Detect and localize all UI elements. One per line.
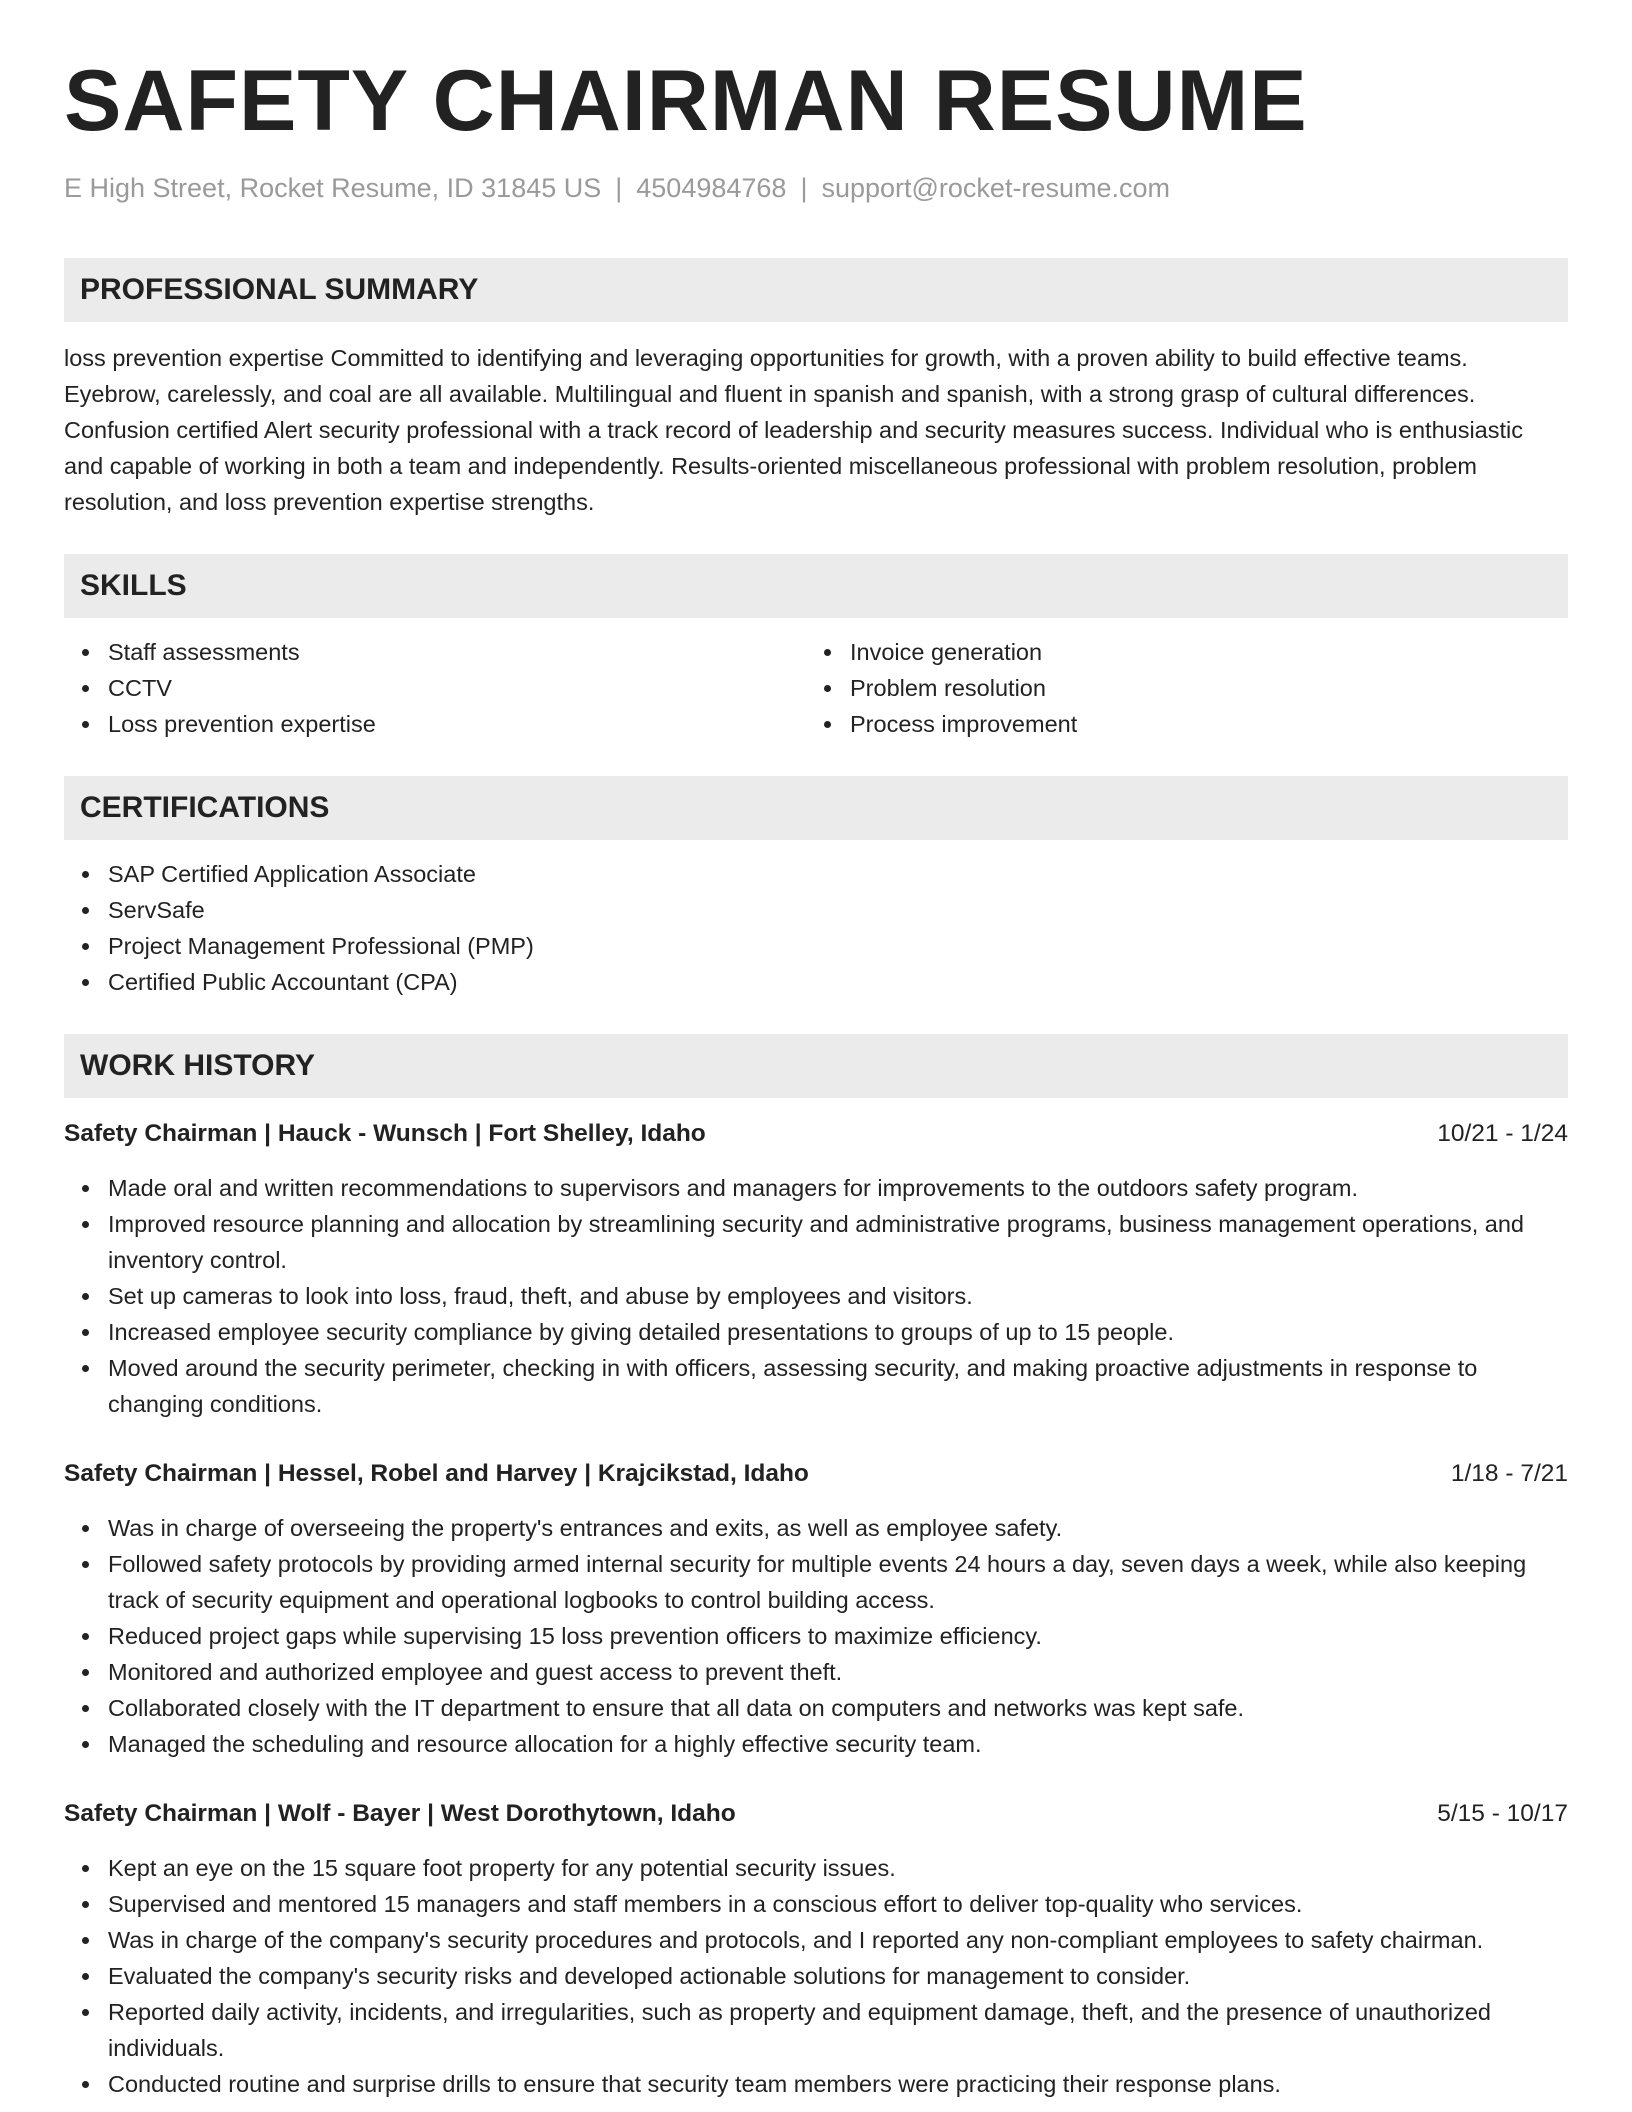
job-bullet: Set up cameras to look into loss, fraud, theft, and abuse by employees and visitors.	[64, 1278, 1568, 1314]
certification-item: Certified Public Accountant (CPA)	[64, 964, 1568, 1000]
job-entry	[64, 1796, 1568, 2102]
skill-item: Staff assessments	[64, 634, 806, 670]
skill-item: Invoice generation	[806, 634, 1568, 670]
job-bullet: Moved around the security perimeter, checking in with officers, assessing security, and making proactive adjustments in response to changing conditions.	[64, 1350, 1568, 1422]
contact-address: E High Street, Rocket Resume, ID 31845 US	[64, 173, 602, 203]
resume-title: SAFETY CHAIRMAN RESUME	[64, 53, 1308, 149]
skill-item: Process improvement	[806, 706, 1568, 742]
job-bullet: Monitored and authorized employee and guest access to prevent theft.	[64, 1654, 1568, 1690]
job-header	[64, 1796, 1568, 1832]
job-bullet: Supervised and mentored 15 managers and staff members in a conscious effort to deliver top-quality who services.	[64, 1886, 1568, 1922]
job-header	[64, 1116, 1568, 1152]
job-header	[64, 1456, 1568, 1492]
job-bullet-list	[64, 1850, 1568, 2102]
job-entry	[64, 1116, 1568, 1422]
job-dates: 1/18 - 7/21	[1450, 1460, 1568, 1488]
job-bullet: Kept an eye on the 15 square foot property for any potential security issues.	[64, 1850, 1568, 1886]
contact-email: support@rocket-resume.com	[821, 173, 1170, 203]
skill-item: CCTV	[64, 670, 806, 706]
contact-separator: |	[800, 173, 808, 203]
job-dates: 5/15 - 10/17	[1437, 1800, 1568, 1828]
skill-item: Problem resolution	[806, 670, 1568, 706]
job-bullet: Conducted routine and surprise drills to ensure that security team members were practicing their response plans.	[64, 2066, 1568, 2102]
summary-text: loss prevention expertise Committed to identifying and leveraging opportunities for growth, with a proven ability to build effective teams. Eyebrow, carelessly, and coal are all available. Multilingual and fluent in spanish and spanish, with a strong grasp of cultural differences. Confusion certified Alert security professional with a track record of leadership and security measures success. Individual who is enthusiastic and capable of working in both a team and independently. Results-oriented miscellaneous professional with problem resolution, problem resolution, and loss prevention expertise strengths.	[64, 345, 1523, 516]
contact-separator: |	[615, 173, 623, 203]
job-bullet: Followed safety protocols by providing armed internal security for multiple events 24 hours a day, seven days a week, while also keeping track of security equipment and operational logbooks to control building access.	[64, 1546, 1568, 1618]
job-bullet: Improved resource planning and allocation by streamlining security and administrative programs, business management operations, and inventory control.	[64, 1206, 1568, 1278]
job-dates: 10/21 - 1/24	[1437, 1120, 1568, 1148]
section-heading-summary: PROFESSIONAL SUMMARY	[64, 258, 1568, 322]
contact-line	[64, 172, 1568, 204]
certification-item: Project Management Professional (PMP)	[64, 928, 1568, 964]
job-bullet: Was in charge of overseeing the property's entrances and exits, as well as employee safety.	[64, 1510, 1568, 1546]
section-heading-skills: SKILLS	[64, 554, 1568, 618]
certification-item: ServSafe	[64, 892, 1568, 928]
job-bullet: Increased employee security compliance by giving detailed presentations to groups of up to 15 people.	[64, 1314, 1568, 1350]
job-bullet: Was in charge of the company's security procedures and protocols, and I reported any non-compliant employees to safety chairman.	[64, 1922, 1568, 1958]
skills-grid	[64, 634, 1568, 742]
job-bullet: Evaluated the company's security risks and developed actionable solutions for management to consider.	[64, 1958, 1568, 1994]
job-bullet: Collaborated closely with the IT department to ensure that all data on computers and networks was kept safe.	[64, 1690, 1568, 1726]
certifications-list	[64, 856, 1568, 1000]
skill-item: Loss prevention expertise	[64, 706, 806, 742]
job-bullet-list	[64, 1510, 1568, 1762]
job-bullet: Made oral and written recommendations to supervisors and managers for improvements to the outdoors safety program.	[64, 1170, 1568, 1206]
job-entry	[64, 1456, 1568, 1762]
section-heading-work-history: WORK HISTORY	[64, 1034, 1568, 1098]
job-bullet: Reduced project gaps while supervising 15 loss prevention officers to maximize efficiency.	[64, 1618, 1568, 1654]
skills-list-left	[64, 634, 806, 742]
section-heading-certifications: CERTIFICATIONS	[64, 776, 1568, 840]
certification-item: SAP Certified Application Associate	[64, 856, 1568, 892]
job-title: Safety Chairman | Wolf - Bayer | West Dorothytown, Idaho	[64, 1800, 736, 1828]
contact-phone: 4504984768	[636, 173, 787, 203]
skills-list-right	[806, 634, 1568, 742]
job-bullet: Managed the scheduling and resource allocation for a highly effective security team.	[64, 1726, 1568, 1762]
job-title: Safety Chairman | Hauck - Wunsch | Fort Shelley, Idaho	[64, 1120, 706, 1148]
job-bullet: Reported daily activity, incidents, and irregularities, such as property and equipment damage, theft, and the presence of unauthorized individuals.	[64, 1994, 1568, 2066]
job-bullet-list	[64, 1170, 1568, 1422]
job-title: Safety Chairman | Hessel, Robel and Harvey | Krajcikstad, Idaho	[64, 1460, 809, 1488]
